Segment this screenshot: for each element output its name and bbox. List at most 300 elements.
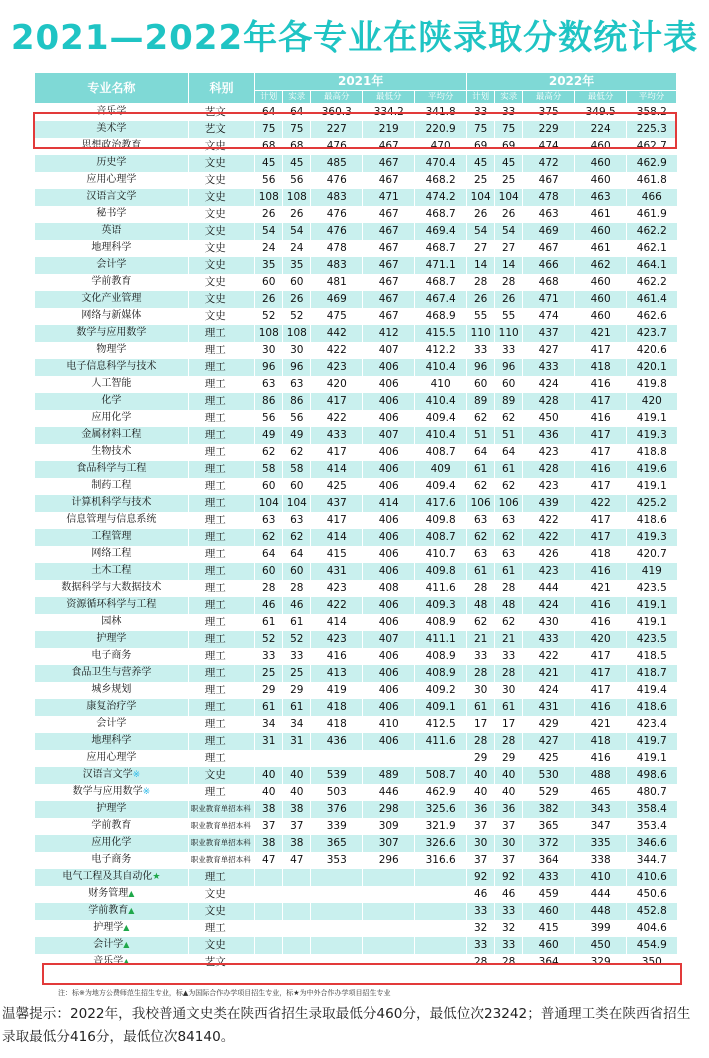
- admitted-2022-cell: 64: [495, 444, 523, 461]
- plan-2021-cell: 104: [255, 495, 283, 512]
- min-2022-cell: 416: [575, 376, 627, 393]
- max-2021-cell: 422: [311, 597, 363, 614]
- max-2021-cell: 539: [311, 767, 363, 784]
- min-2022-cell: 416: [575, 461, 627, 478]
- max-2021-cell: 360.3: [311, 104, 363, 122]
- max-2021-cell: [311, 954, 363, 971]
- avg-2022-cell: 358.4: [627, 801, 677, 818]
- plan-2021-cell: 37: [255, 818, 283, 835]
- category-cell: 理工: [188, 376, 254, 393]
- major-name-text: 网络与新媒体: [81, 310, 142, 322]
- major-name-text: 数学与应用数学: [76, 327, 147, 339]
- admitted-2021-cell: 96: [283, 359, 311, 376]
- header-2022: 2022年: [467, 73, 677, 91]
- table-row: [35, 325, 677, 342]
- max-2022-cell: 422: [523, 648, 575, 665]
- avg-2022-cell: 419.4: [627, 682, 677, 699]
- major-name-text: 人工智能: [91, 378, 132, 390]
- min-2022-cell: 460: [575, 138, 627, 155]
- plan-2021-cell: 62: [255, 529, 283, 546]
- category-cell: 理工: [188, 444, 254, 461]
- avg-2021-cell: 341.8: [415, 104, 467, 122]
- max-2021-cell: [311, 920, 363, 937]
- table-row: [35, 172, 677, 189]
- admitted-2022-cell: 55: [495, 308, 523, 325]
- avg-2022-cell: 419.1: [627, 410, 677, 427]
- plan-2022-cell: 46: [467, 886, 495, 903]
- min-2021-cell: 407: [363, 342, 415, 359]
- min-2022-cell: 343: [575, 801, 627, 818]
- plan-2022-cell: 33: [467, 104, 495, 122]
- admitted-2022-cell: 25: [495, 172, 523, 189]
- admitted-2021-cell: 29: [283, 682, 311, 699]
- avg-2022-cell: 423.5: [627, 631, 677, 648]
- max-2021-cell: 478: [311, 240, 363, 257]
- min-2021-cell: 406: [363, 682, 415, 699]
- plan-2021-cell: 33: [255, 648, 283, 665]
- max-2022-cell: 428: [523, 393, 575, 410]
- table-row: [35, 818, 677, 835]
- avg-2021-cell: 409.2: [415, 682, 467, 699]
- min-2021-cell: 407: [363, 631, 415, 648]
- max-2022-cell: 427: [523, 342, 575, 359]
- triangle-icon: ▲: [123, 940, 130, 950]
- category-cell: 理工: [188, 512, 254, 529]
- max-2021-cell: 423: [311, 359, 363, 376]
- admitted-2022-cell: 28: [495, 954, 523, 971]
- header-category: 科别: [188, 73, 254, 104]
- admitted-2021-cell: 33: [283, 648, 311, 665]
- min-2021-cell: 467: [363, 308, 415, 325]
- category-cell: 理工: [188, 478, 254, 495]
- admitted-2021-cell: [283, 920, 311, 937]
- max-2022-cell: 365: [523, 818, 575, 835]
- table-row: [35, 291, 677, 308]
- plan-2022-cell: 33: [467, 342, 495, 359]
- category-cell: 理工: [188, 631, 254, 648]
- plan-2021-cell: [255, 937, 283, 954]
- plan-2022-cell: 37: [467, 818, 495, 835]
- table-row: [35, 512, 677, 529]
- major-name-cell: [35, 716, 189, 733]
- min-2021-cell: 489: [363, 767, 415, 784]
- avg-2021-cell: 471.1: [415, 257, 467, 274]
- admitted-2022-cell: 61: [495, 563, 523, 580]
- admitted-2021-cell: [283, 869, 311, 886]
- major-name-text: 秘书学: [96, 208, 127, 220]
- admitted-2021-cell: 30: [283, 342, 311, 359]
- plan-2022-cell: 30: [467, 682, 495, 699]
- plan-2022-cell: 29: [467, 750, 495, 767]
- table-row: [35, 563, 677, 580]
- major-name-cell: [35, 886, 189, 903]
- max-2021-cell: 423: [311, 631, 363, 648]
- plan-2021-cell: [255, 886, 283, 903]
- max-2021-cell: 476: [311, 138, 363, 155]
- header-avg-2021: 平均分: [415, 91, 467, 104]
- table-row: [35, 342, 677, 359]
- max-2022-cell: 433: [523, 869, 575, 886]
- max-2022-cell: 444: [523, 580, 575, 597]
- major-name-text: 汉语言文学: [82, 769, 133, 781]
- major-name-text: 园林: [101, 616, 122, 628]
- avg-2021-cell: 410.4: [415, 359, 467, 376]
- max-2021-cell: 414: [311, 529, 363, 546]
- plan-2021-cell: 26: [255, 291, 283, 308]
- admitted-2022-cell: 62: [495, 614, 523, 631]
- min-2021-cell: 467: [363, 172, 415, 189]
- plan-2022-cell: 45: [467, 155, 495, 172]
- min-2021-cell: 467: [363, 223, 415, 240]
- table-row: [35, 308, 677, 325]
- min-2022-cell: 463: [575, 189, 627, 206]
- max-2022-cell: 423: [523, 563, 575, 580]
- max-2021-cell: 433: [311, 427, 363, 444]
- plan-2022-cell: 37: [467, 852, 495, 869]
- category-cell: 文史: [188, 937, 254, 954]
- major-name-cell: [35, 801, 189, 818]
- plan-2021-cell: 64: [255, 546, 283, 563]
- max-2021-cell: 469: [311, 291, 363, 308]
- category-cell: 理工: [188, 325, 254, 342]
- plan-2022-cell: 33: [467, 903, 495, 920]
- plan-2022-cell: 104: [467, 189, 495, 206]
- admitted-2022-cell: 92: [495, 869, 523, 886]
- avg-2021-cell: 410.4: [415, 393, 467, 410]
- avg-2021-cell: 468.2: [415, 172, 467, 189]
- major-name-text: 电子信息科学与技术: [66, 361, 157, 373]
- avg-2022-cell: 419.1: [627, 614, 677, 631]
- triangle-icon: ▲: [128, 906, 135, 916]
- avg-2022-cell: 452.8: [627, 903, 677, 920]
- category-cell: 文史: [188, 886, 254, 903]
- admitted-2021-cell: 61: [283, 614, 311, 631]
- max-2022-cell: 529: [523, 784, 575, 801]
- min-2021-cell: 307: [363, 835, 415, 852]
- table-row: [35, 104, 677, 122]
- header-avg-2022: 平均分: [627, 91, 677, 104]
- table-row: [35, 784, 677, 801]
- avg-2022-cell: 462.1: [627, 240, 677, 257]
- major-name-text: 工程管理: [91, 531, 132, 543]
- plan-2021-cell: 52: [255, 631, 283, 648]
- min-2022-cell: 347: [575, 818, 627, 835]
- max-2021-cell: 415: [311, 546, 363, 563]
- max-2021-cell: 485: [311, 155, 363, 172]
- plan-2022-cell: 63: [467, 546, 495, 563]
- category-cell: 文史: [188, 240, 254, 257]
- major-name-text: 数学与应用数学: [72, 786, 143, 798]
- major-name-cell: [35, 529, 189, 546]
- admitted-2022-cell: 54: [495, 223, 523, 240]
- plan-2022-cell: 63: [467, 512, 495, 529]
- major-name-text: 应用化学: [91, 837, 132, 849]
- category-cell: 文史: [188, 291, 254, 308]
- max-2022-cell: 466: [523, 257, 575, 274]
- avg-2021-cell: 470.4: [415, 155, 467, 172]
- min-2021-cell: [363, 954, 415, 971]
- min-2021-cell: 406: [363, 461, 415, 478]
- max-2022-cell: 428: [523, 461, 575, 478]
- major-name-cell: [35, 376, 189, 393]
- avg-2021-cell: 325.6: [415, 801, 467, 818]
- category-cell: 理工: [188, 682, 254, 699]
- table-row: [35, 546, 677, 563]
- admitted-2021-cell: 61: [283, 699, 311, 716]
- min-2021-cell: 467: [363, 291, 415, 308]
- table-row: [35, 699, 677, 716]
- major-name-text: 电子商务: [91, 650, 132, 662]
- admitted-2022-cell: 45: [495, 155, 523, 172]
- major-name-text: 资源循环科学与工程: [66, 599, 157, 611]
- major-name-cell: [35, 784, 189, 801]
- min-2021-cell: 467: [363, 155, 415, 172]
- major-name-cell: [35, 189, 189, 206]
- plan-2021-cell: 31: [255, 733, 283, 750]
- plan-2022-cell: 36: [467, 801, 495, 818]
- plan-2022-cell: 61: [467, 699, 495, 716]
- admitted-2021-cell: 26: [283, 291, 311, 308]
- admitted-2021-cell: 40: [283, 784, 311, 801]
- max-2021-cell: [311, 903, 363, 920]
- major-name-text: 数据科学与大数据技术: [61, 582, 162, 594]
- min-2021-cell: 467: [363, 138, 415, 155]
- min-2022-cell: 418: [575, 359, 627, 376]
- admitted-2021-cell: 68: [283, 138, 311, 155]
- max-2021-cell: 417: [311, 393, 363, 410]
- max-2021-cell: 437: [311, 495, 363, 512]
- avg-2021-cell: 469.4: [415, 223, 467, 240]
- max-2022-cell: 421: [523, 665, 575, 682]
- admitted-2022-cell: 60: [495, 376, 523, 393]
- category-cell: 艺文: [188, 121, 254, 138]
- max-2022-cell: 375: [523, 104, 575, 122]
- min-2021-cell: 406: [363, 699, 415, 716]
- plan-2021-cell: 62: [255, 444, 283, 461]
- plan-2021-cell: 47: [255, 852, 283, 869]
- max-2022-cell: 474: [523, 138, 575, 155]
- max-2022-cell: 467: [523, 172, 575, 189]
- max-2022-cell: 429: [523, 716, 575, 733]
- max-2021-cell: 475: [311, 308, 363, 325]
- max-2021-cell: 417: [311, 512, 363, 529]
- category-cell: 职业教育单招本科: [188, 801, 254, 818]
- major-name-cell: [35, 325, 189, 342]
- major-name-cell: [35, 308, 189, 325]
- avg-2021-cell: 321.9: [415, 818, 467, 835]
- min-2021-cell: 309: [363, 818, 415, 835]
- admitted-2021-cell: 34: [283, 716, 311, 733]
- min-2021-cell: [363, 920, 415, 937]
- header-admitted-2022: 实录: [495, 91, 523, 104]
- avg-2021-cell: 468.7: [415, 206, 467, 223]
- plan-2021-cell: [255, 954, 283, 971]
- plan-2022-cell: 28: [467, 580, 495, 597]
- max-2022-cell: 450: [523, 410, 575, 427]
- triangle-icon: ▲: [123, 957, 130, 967]
- table-row: [35, 801, 677, 818]
- admitted-2022-cell: 29: [495, 750, 523, 767]
- avg-2022-cell: 450.6: [627, 886, 677, 903]
- plan-2021-cell: 40: [255, 784, 283, 801]
- major-name-text: 信息管理与信息系统: [66, 514, 157, 526]
- table-row: [35, 257, 677, 274]
- avg-2022-cell: 418.6: [627, 699, 677, 716]
- plan-2022-cell: 54: [467, 223, 495, 240]
- avg-2022-cell: 464.1: [627, 257, 677, 274]
- plan-2022-cell: 28: [467, 733, 495, 750]
- avg-2021-cell: 412.2: [415, 342, 467, 359]
- major-name-text: 计算机科学与技术: [71, 497, 152, 509]
- avg-2021-cell: 409.1: [415, 699, 467, 716]
- category-cell: 理工: [188, 427, 254, 444]
- min-2021-cell: 467: [363, 274, 415, 291]
- min-2022-cell: 416: [575, 563, 627, 580]
- min-2022-cell: 416: [575, 750, 627, 767]
- admitted-2021-cell: 63: [283, 512, 311, 529]
- table-row: [35, 682, 677, 699]
- table-row: [35, 495, 677, 512]
- major-name-text: 美术学: [96, 123, 127, 135]
- major-name-cell: [35, 580, 189, 597]
- major-name-text: 英语: [101, 225, 122, 237]
- category-cell: 文史: [188, 903, 254, 920]
- plan-2021-cell: [255, 920, 283, 937]
- min-2021-cell: 410: [363, 716, 415, 733]
- avg-2022-cell: 420.1: [627, 359, 677, 376]
- major-name-cell: [35, 410, 189, 427]
- admitted-2022-cell: 14: [495, 257, 523, 274]
- min-2021-cell: 414: [363, 495, 415, 512]
- admitted-2021-cell: 108: [283, 325, 311, 342]
- table-row: [35, 359, 677, 376]
- plan-2021-cell: 38: [255, 801, 283, 818]
- table-row: [35, 410, 677, 427]
- avg-2022-cell: 420.6: [627, 342, 677, 359]
- major-name-cell: [35, 393, 189, 410]
- plan-2021-cell: 30: [255, 342, 283, 359]
- category-cell: 理工: [188, 597, 254, 614]
- plan-2022-cell: 30: [467, 835, 495, 852]
- plan-2021-cell: 49: [255, 427, 283, 444]
- admitted-2022-cell: 69: [495, 138, 523, 155]
- admitted-2022-cell: 62: [495, 529, 523, 546]
- min-2021-cell: 406: [363, 478, 415, 495]
- avg-2022-cell: 418.6: [627, 512, 677, 529]
- major-name-cell: [35, 818, 189, 835]
- admitted-2021-cell: [283, 937, 311, 954]
- category-cell: 理工: [188, 784, 254, 801]
- avg-2022-cell: 420: [627, 393, 677, 410]
- min-2022-cell: 460: [575, 274, 627, 291]
- avg-2022-cell: 419.3: [627, 427, 677, 444]
- avg-2021-cell: 411.6: [415, 580, 467, 597]
- admitted-2022-cell: 106: [495, 495, 523, 512]
- triangle-icon: ▲: [123, 923, 130, 933]
- admitted-2021-cell: 52: [283, 631, 311, 648]
- max-2021-cell: 476: [311, 223, 363, 240]
- avg-2021-cell: 408.7: [415, 529, 467, 546]
- max-2022-cell: 460: [523, 937, 575, 954]
- admitted-2021-cell: 38: [283, 835, 311, 852]
- avg-2022-cell: 462.2: [627, 223, 677, 240]
- major-name-text: 音乐学: [93, 956, 124, 968]
- admitted-2021-cell: 49: [283, 427, 311, 444]
- plan-2021-cell: 34: [255, 716, 283, 733]
- category-cell: 文史: [188, 308, 254, 325]
- admitted-2022-cell: 51: [495, 427, 523, 444]
- plan-2021-cell: 61: [255, 699, 283, 716]
- major-name-text: 会计学: [96, 718, 127, 730]
- major-name-cell: [35, 733, 189, 750]
- avg-2021-cell: [415, 920, 467, 937]
- plan-2021-cell: 75: [255, 121, 283, 138]
- major-name-cell: [35, 835, 189, 852]
- major-name-cell: [35, 274, 189, 291]
- avg-2022-cell: 461.4: [627, 291, 677, 308]
- admitted-2022-cell: 62: [495, 410, 523, 427]
- plan-2021-cell: 28: [255, 580, 283, 597]
- category-cell: 文史: [188, 257, 254, 274]
- avg-2021-cell: 409.4: [415, 478, 467, 495]
- admitted-2021-cell: 62: [283, 444, 311, 461]
- admitted-2021-cell: 35: [283, 257, 311, 274]
- header-major: 专业名称: [35, 73, 189, 104]
- major-name-text: 思想政治教育: [81, 140, 142, 152]
- avg-2022-cell: 466: [627, 189, 677, 206]
- plan-2021-cell: 54: [255, 223, 283, 240]
- min-2021-cell: 467: [363, 240, 415, 257]
- admitted-2021-cell: 62: [283, 529, 311, 546]
- plan-2021-cell: 60: [255, 563, 283, 580]
- avg-2021-cell: [415, 750, 467, 767]
- max-2022-cell: 364: [523, 852, 575, 869]
- major-name-text: 地理科学: [91, 242, 132, 254]
- admitted-2022-cell: 28: [495, 665, 523, 682]
- plan-2022-cell: 28: [467, 274, 495, 291]
- avg-2021-cell: 408.9: [415, 614, 467, 631]
- plan-2022-cell: 61: [467, 461, 495, 478]
- plan-2022-cell: 89: [467, 393, 495, 410]
- table-row: [35, 461, 677, 478]
- admitted-2022-cell: 26: [495, 206, 523, 223]
- plan-2022-cell: 62: [467, 529, 495, 546]
- major-name-text: 土木工程: [91, 565, 132, 577]
- plan-2021-cell: 24: [255, 240, 283, 257]
- avg-2022-cell: 419.1: [627, 478, 677, 495]
- avg-2022-cell: 461.9: [627, 206, 677, 223]
- max-2021-cell: [311, 750, 363, 767]
- category-cell: 艺文: [188, 954, 254, 971]
- major-name-cell: [35, 852, 189, 869]
- table-row: [35, 138, 677, 155]
- avg-2022-cell: 410.6: [627, 869, 677, 886]
- plan-2021-cell: 86: [255, 393, 283, 410]
- max-2022-cell: 431: [523, 699, 575, 716]
- min-2022-cell: 417: [575, 665, 627, 682]
- category-cell: 理工: [188, 393, 254, 410]
- admitted-2022-cell: 36: [495, 801, 523, 818]
- major-name-cell: [35, 614, 189, 631]
- avg-2021-cell: 410.4: [415, 427, 467, 444]
- admitted-2022-cell: 28: [495, 733, 523, 750]
- max-2021-cell: 442: [311, 325, 363, 342]
- table-row: [35, 223, 677, 240]
- min-2021-cell: 406: [363, 665, 415, 682]
- min-2021-cell: 406: [363, 529, 415, 546]
- max-2021-cell: 422: [311, 410, 363, 427]
- min-2021-cell: 219: [363, 121, 415, 138]
